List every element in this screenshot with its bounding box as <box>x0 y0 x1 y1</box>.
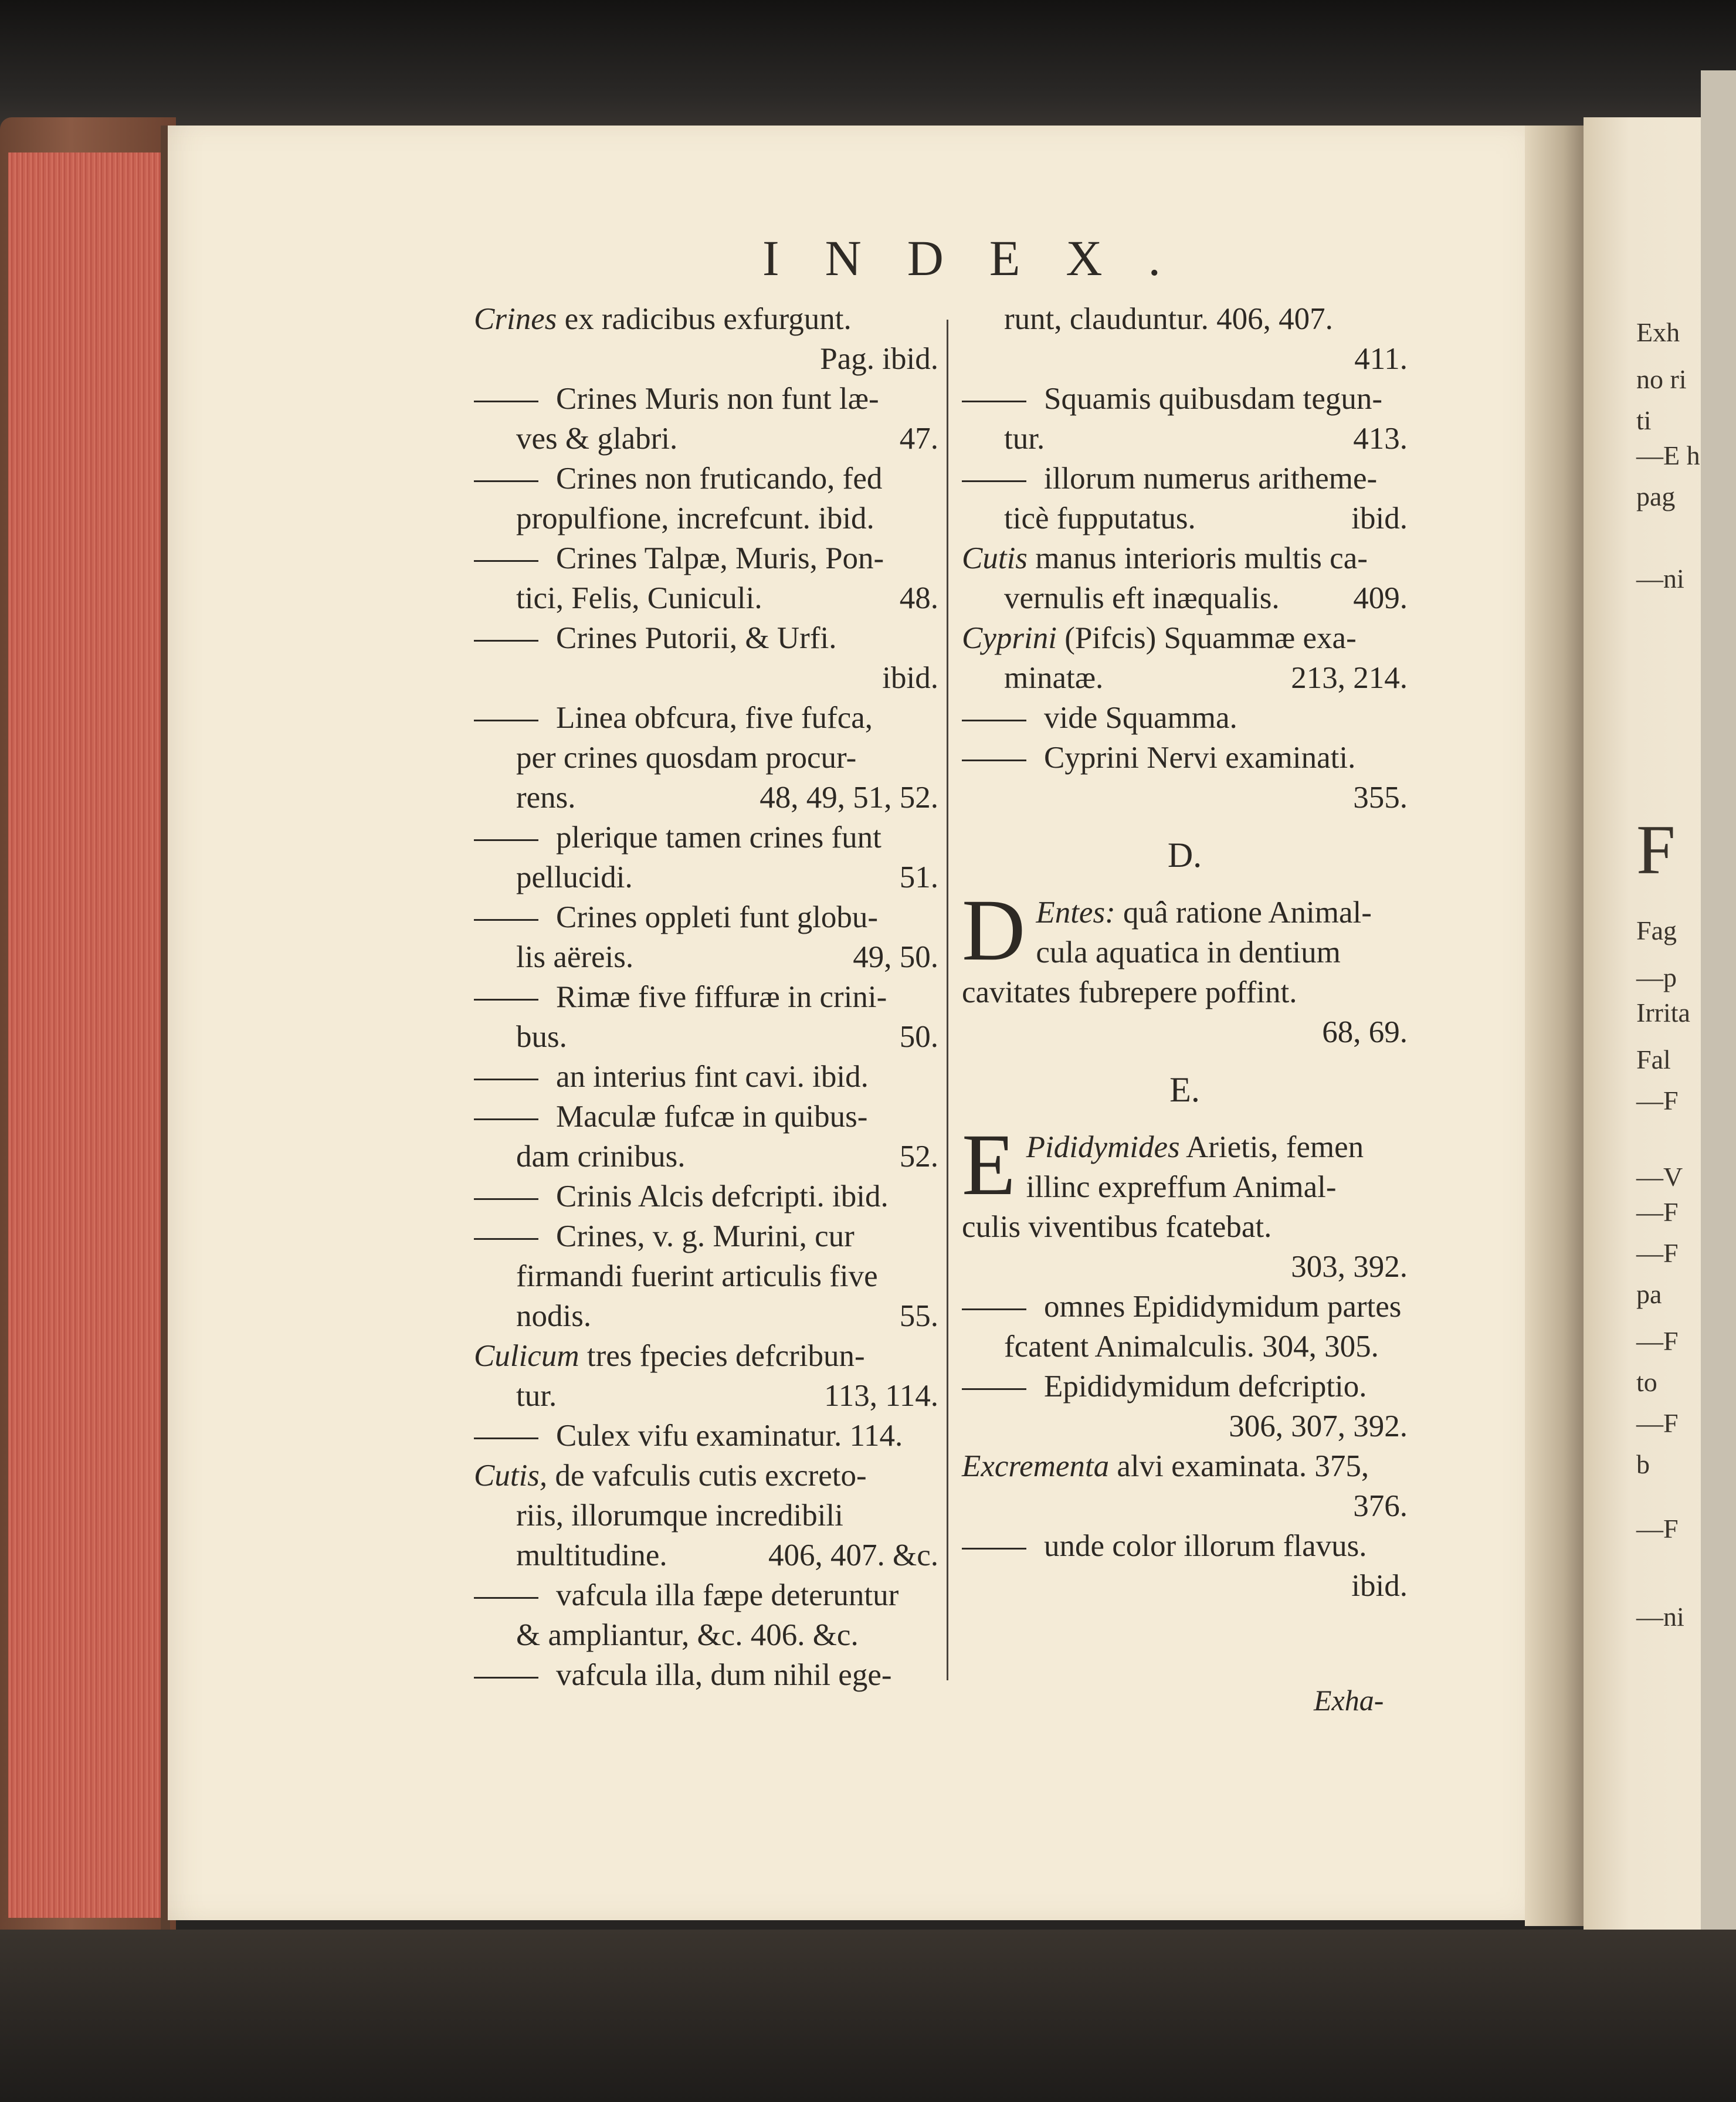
section-e-entries <box>962 1287 1408 1606</box>
facing-page-text: —p <box>1636 962 1677 992</box>
entry-text: tres fpecies defcribun- <box>586 1339 865 1373</box>
entry-keyword: Entes: <box>1036 896 1115 930</box>
facing-page-text: Fal <box>1636 1045 1671 1074</box>
entry-text: omnes Epididymidum partes <box>1044 1290 1402 1324</box>
index-line <box>962 618 1408 658</box>
entry-text: Crinis Alcis defcripti. ibid. <box>556 1179 889 1213</box>
entry-text: minatæ. <box>1004 661 1104 695</box>
entry-text: unde color illorum flavus. <box>1044 1529 1367 1563</box>
dash-rule <box>474 560 538 562</box>
index-line <box>474 1177 938 1216</box>
entry-keyword: Cyprini <box>962 621 1057 655</box>
right-column-entries <box>962 299 1408 818</box>
entry-text: propulfione, increfcunt. ibid. <box>516 501 874 535</box>
index-line <box>962 1486 1408 1526</box>
entry-text: rens. <box>516 781 576 815</box>
column-divider <box>947 320 948 1680</box>
entry-text: Rimæ five fiffuræ in crini- <box>556 980 887 1014</box>
entry-ref: 50. <box>899 1020 938 1054</box>
index-line <box>474 538 938 578</box>
index-line <box>474 977 938 1017</box>
entry-ref: Pag. ibid. <box>820 342 938 376</box>
facing-page-text: ti <box>1636 405 1652 435</box>
page-strip <box>1701 70 1736 2006</box>
entry-ref: 113, 114. <box>824 1379 938 1413</box>
facing-page-text: Fag <box>1636 916 1677 945</box>
index-line <box>474 379 938 419</box>
facing-page-text: to <box>1636 1367 1657 1397</box>
book-gutter <box>1525 126 1589 1926</box>
entry-ref: 52. <box>899 1140 938 1174</box>
entry-text: Epididymidum defcriptio. <box>1044 1369 1367 1403</box>
entry-text: riis, illorumque incredibili <box>516 1498 843 1533</box>
entry-text: nodis. <box>516 1299 592 1333</box>
index-line <box>474 1336 938 1376</box>
section-d-entry <box>962 882 1408 1052</box>
section-letter-e: E. <box>1169 1070 1200 1109</box>
index-line <box>474 1456 938 1496</box>
index-line <box>962 538 1408 578</box>
entry-text: lis aëreis. <box>516 940 634 974</box>
entry-ref: 306, 307, 392. <box>1229 1409 1408 1443</box>
entry-text: firmandi fuerint articulis five <box>516 1259 878 1293</box>
entry-text: fcatent Animalculis. 304, 305. <box>1004 1330 1379 1364</box>
entry-ref: 49, 50. <box>853 940 938 974</box>
dash-rule <box>474 1198 538 1200</box>
entry-text: multitudine. <box>516 1538 667 1572</box>
entry-ref: 411. <box>1354 342 1408 376</box>
index-line <box>474 818 938 857</box>
entry-text: alvi examinata. 375, <box>1117 1449 1369 1483</box>
entry-ref: ibid. <box>1351 501 1408 535</box>
section-e-entry <box>962 1116 1408 1287</box>
index-line <box>962 738 1408 778</box>
index-line <box>962 1406 1408 1446</box>
entry-text: runt, clauduntur. 406, 407. <box>1004 302 1333 336</box>
dash-rule <box>962 760 1026 761</box>
entry-ref: 47. <box>899 422 938 456</box>
facing-page-text: F <box>1636 811 1676 889</box>
index-line <box>474 1216 938 1256</box>
index-line <box>962 1367 1408 1406</box>
entry-text: bus. <box>516 1020 567 1054</box>
facing-page-text: Exh <box>1636 317 1680 347</box>
dropcap-e: E <box>962 1116 1016 1213</box>
page-edges <box>8 152 162 1918</box>
index-line <box>474 618 938 658</box>
facing-page-text: —F <box>1636 1326 1679 1356</box>
entry-keyword: Cutis <box>962 541 1028 575</box>
entry-text: Crines Putorii, & Urfi. <box>556 621 837 655</box>
index-line <box>962 339 1408 379</box>
dash-rule <box>474 1118 538 1120</box>
index-line <box>962 419 1408 459</box>
facing-page-text: —ni <box>1636 564 1684 594</box>
index-line <box>474 1097 938 1137</box>
index-line <box>962 1526 1408 1566</box>
entry-text: (Pifcis) Squammæ exa- <box>1064 621 1357 655</box>
entry-keyword: Culicum <box>474 1339 579 1373</box>
index-line <box>474 1535 938 1575</box>
index-line <box>962 1327 1408 1367</box>
entry-text: Crines oppleti funt globu- <box>556 900 879 934</box>
facing-page-text: —F <box>1636 1514 1679 1544</box>
facing-page-text: —ni <box>1636 1602 1684 1632</box>
index-line <box>962 658 1408 698</box>
index-line <box>474 419 938 459</box>
index-line <box>962 1566 1408 1606</box>
facing-page-text: pa <box>1636 1279 1662 1309</box>
index-line <box>474 1416 938 1456</box>
index-line <box>474 698 938 738</box>
entry-text: de vafculis cutis excreto- <box>555 1459 867 1493</box>
entry-text: Cyprini Nervi examinati. <box>1044 741 1356 775</box>
facing-page-text: —E h <box>1636 440 1700 470</box>
entry-ref: 51. <box>899 860 938 894</box>
index-line <box>474 1496 938 1535</box>
facing-page-text: b <box>1636 1449 1650 1479</box>
entry-ref: ibid. <box>882 661 938 695</box>
entry-keyword: Excrementa <box>962 1449 1110 1483</box>
index-line <box>474 578 938 618</box>
entry-text: ticè fupputatus. <box>1004 501 1196 535</box>
entry-text: ves & glabri. <box>516 422 678 456</box>
entry-ref: 213, 214. <box>1291 661 1408 695</box>
dash-rule <box>474 919 538 921</box>
right-column <box>962 299 1408 1606</box>
dash-rule <box>474 1597 538 1599</box>
entry-text: vafcula illa, dum nihil ege- <box>556 1658 892 1692</box>
index-line <box>474 1575 938 1615</box>
facing-page-text: —V <box>1636 1162 1683 1192</box>
entry-text: vernulis eft inæqualis. <box>1004 581 1280 615</box>
entry-text: quâ ratione Animal- <box>1123 896 1372 930</box>
index-line <box>474 1137 938 1177</box>
entry-ref: 68, 69. <box>1322 1015 1408 1049</box>
page-header: INDEX. <box>762 230 1206 286</box>
entry-text: Linea obfcura, five fufca, <box>556 701 873 735</box>
dash-rule <box>474 1238 538 1240</box>
dash-rule <box>474 999 538 1001</box>
facing-page-text: pag <box>1636 482 1676 511</box>
index-line <box>474 499 938 538</box>
entry-text: Culex vifu examinatur. 114. <box>556 1419 903 1453</box>
dash-rule <box>962 401 1026 402</box>
entry-text: Squamis quibusdam tegun- <box>1044 382 1383 416</box>
index-line <box>474 1057 938 1097</box>
entry-text: an interius fint cavi. ibid. <box>556 1060 869 1094</box>
facing-page-text: —F <box>1636 1238 1679 1268</box>
entry-text: Maculæ fufcæ in quibus- <box>556 1100 868 1134</box>
entry-ref: ibid. <box>1351 1569 1408 1603</box>
dash-rule <box>474 1677 538 1679</box>
index-line <box>474 658 938 698</box>
entry-text: tur. <box>516 1379 557 1413</box>
entry-text: tici, Felis, Cuniculi. <box>516 581 762 615</box>
dash-rule <box>474 720 538 721</box>
entry-text: illinc expreffum Animal- <box>1026 1170 1337 1204</box>
entry-keyword: Crines <box>474 302 557 336</box>
entry-text: ex radicibus exfurgunt. <box>564 302 852 336</box>
dash-rule <box>962 1388 1026 1390</box>
entry-keyword: Cutis, <box>474 1459 548 1493</box>
facing-page-text: —F <box>1636 1197 1679 1227</box>
entry-text: & ampliantur, &c. 406. &c. <box>516 1618 859 1652</box>
entry-ref: 303, 392. <box>1291 1250 1408 1284</box>
dash-rule <box>474 839 538 841</box>
entry-ref: 376. <box>1353 1489 1408 1523</box>
entry-ref: 406, 407. &c. <box>768 1538 938 1572</box>
index-line <box>962 379 1408 419</box>
index-line <box>962 299 1408 339</box>
dash-rule <box>962 1308 1026 1310</box>
section-letter-d: D. <box>1167 836 1202 874</box>
entry-text: per crines quosdam procur- <box>516 741 857 775</box>
entry-text: cula aquatica in dentium <box>1036 935 1341 969</box>
entry-text: vafcula illa fæpe deteruntur <box>556 1578 899 1612</box>
entry-text: Crines non fruticando, fed <box>556 462 883 496</box>
facing-page-text: —F <box>1636 1086 1679 1116</box>
entry-keyword: Pididymides <box>1026 1130 1180 1164</box>
entry-text: cavitates fubrepere poffint. <box>962 975 1297 1009</box>
index-line <box>962 1287 1408 1327</box>
entry-text: illorum numerus aritheme- <box>1044 462 1378 496</box>
entry-ref: 55. <box>899 1299 938 1333</box>
background-top <box>0 0 1736 135</box>
index-line <box>474 778 938 818</box>
index-line <box>474 299 938 339</box>
dash-rule <box>474 1079 538 1080</box>
dash-rule <box>474 640 538 642</box>
index-line <box>474 857 938 897</box>
dash-rule <box>474 401 538 402</box>
entry-text: dam crinibus. <box>516 1140 686 1174</box>
dash-rule <box>962 480 1026 482</box>
entry-text: vide Squamma. <box>1044 701 1237 735</box>
index-line <box>474 738 938 778</box>
entry-ref: 355. <box>1353 781 1408 815</box>
entry-text: Crines, v. g. Murini, cur <box>556 1219 855 1253</box>
index-line <box>474 1615 938 1655</box>
entry-text: plerique tamen crines funt <box>556 821 881 855</box>
dash-rule <box>474 480 538 482</box>
index-line <box>474 1655 938 1695</box>
entry-text: tur. <box>1004 422 1045 456</box>
facing-page-text: —F <box>1636 1408 1679 1438</box>
facing-page-text: no ri <box>1636 364 1687 394</box>
entry-text: Arietis, femen <box>1185 1130 1364 1164</box>
background-bottom <box>0 1930 1736 2102</box>
entry-ref: 48, 49, 51, 52. <box>760 781 938 815</box>
index-line <box>962 499 1408 538</box>
entry-text: pellucidi. <box>516 860 633 894</box>
entry-text: Crines Talpæ, Muris, Pon- <box>556 541 884 575</box>
index-line <box>962 578 1408 618</box>
index-line <box>474 1296 938 1336</box>
dash-rule <box>962 1548 1026 1550</box>
dash-rule <box>962 720 1026 721</box>
entry-ref: 413. <box>1353 422 1408 456</box>
index-line <box>474 459 938 499</box>
catchword: Exha- <box>1314 1684 1384 1717</box>
index-line <box>962 698 1408 738</box>
entry-text: culis viventibus fcatebat. <box>962 1210 1272 1244</box>
index-line <box>962 778 1408 818</box>
dropcap-d: D <box>962 882 1026 979</box>
entry-ref: 48. <box>899 581 938 615</box>
index-line <box>474 937 938 977</box>
left-column <box>474 299 938 1695</box>
dash-rule <box>474 1438 538 1439</box>
index-line <box>474 339 938 379</box>
index-line <box>962 1446 1408 1486</box>
index-line <box>962 459 1408 499</box>
facing-page-text: Irrita <box>1636 998 1690 1028</box>
index-line <box>474 1256 938 1296</box>
entry-ref: 409. <box>1353 581 1408 615</box>
index-line <box>474 897 938 937</box>
index-line <box>474 1017 938 1057</box>
entry-text: Crines Muris non funt læ- <box>556 382 879 416</box>
index-line <box>474 1376 938 1416</box>
entry-text: manus interioris multis ca- <box>1035 541 1368 575</box>
